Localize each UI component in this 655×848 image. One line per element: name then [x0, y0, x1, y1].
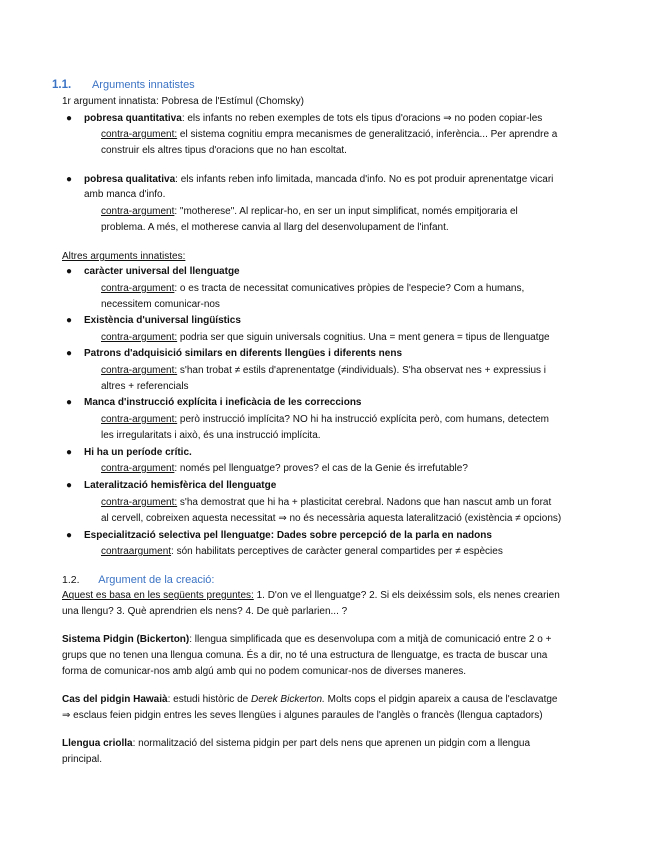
counter-text: s'ha demostrat que hi ha + plasticitat cerebral. Nadons que han nascut amb un forat — [177, 497, 552, 508]
counter-argument-line — [101, 546, 503, 558]
counter-argument-line: construir els altres tipus d'oracions que no han escoltat. — [101, 145, 347, 156]
questions-text: 1. D'on ve el llenguatge? 2. Si els deixéssim sols, els nenes crearien — [253, 590, 560, 601]
bullet-icon: ● — [66, 348, 73, 359]
section-number: 1.2. — [62, 574, 80, 586]
counter-text: : només pel llenguatge? proves? el cas de la Genie és irrefutable? — [174, 463, 468, 474]
bullet-icon: ● — [66, 530, 73, 541]
paragraph-qualitativa — [84, 174, 553, 186]
counter-argument-line — [101, 497, 551, 509]
paragraph-line: ⇒ esclaus feien pidgin entres les seves llengües i algunes paraules de l'anglès o francès (llengua captadors) — [62, 710, 543, 721]
subheading-altres: Altres arguments innatistes: — [62, 251, 186, 262]
counter-text: el sistema cognitiu empra mecanismes de generalització, inferència... Per aprendre a — [177, 129, 558, 140]
bold-term: Cas del pidgin Hawaià — [62, 694, 168, 705]
hawaii-paragraph — [62, 694, 558, 706]
questions-line — [62, 590, 560, 602]
section-title: Argument de la creació: — [98, 574, 215, 586]
bold-term: Sistema Pidgin (Bickerton) — [62, 634, 190, 645]
questions-line: una llengu? 3. Què aprendrien els nens? 4. De què parlarien... ? — [62, 606, 348, 617]
bullet-icon: ● — [66, 174, 73, 185]
counter-argument-line — [101, 129, 557, 141]
argument-title: Hi ha un període crític. — [84, 447, 192, 458]
paragraph-line: forma de comunicar-nos amb algú amb qui no podem comunicar-nos de diverses maneres. — [62, 666, 467, 677]
counter-argument-line: al cervell, cobreixen aquesta necessitat ⇒ no és necessària aquesta lateralització (existència ≠ opcions) — [101, 513, 562, 524]
counter-argument-line — [101, 414, 549, 426]
counter-label: contra-argument: — [101, 332, 178, 343]
first-argument-line: 1r argument innatista: Pobresa de l'Estímul (Chomsky) — [62, 96, 305, 107]
paragraph-text: : els infants no reben exemples de tots els tipus d'oracions ⇒ no poden copiar-les — [181, 113, 543, 124]
paragraph-text: : els infants reben info limitada, mancada d'info. No es pot produir aprenentatge vicari — [175, 174, 554, 185]
section-title: Arguments innatistes — [91, 79, 195, 91]
bullet-icon: ● — [66, 480, 73, 491]
argument-title: Manca d'instrucció explícita i ineficàcia de les correccions — [84, 397, 362, 408]
counter-label: contra-argument — [101, 283, 175, 294]
section-heading-1-1 — [52, 79, 195, 92]
bold-term: Llengua criolla — [62, 738, 133, 749]
counter-argument-line — [101, 365, 546, 377]
bullet-icon: ● — [66, 113, 73, 124]
questions-label: Aquest es basa en les següents preguntes: — [62, 590, 254, 601]
bold-term: pobresa qualitativa — [84, 174, 176, 185]
counter-argument-line — [101, 283, 524, 295]
pidgin-paragraph — [62, 634, 551, 646]
argument-title: Existència d'universal lingüístics — [84, 315, 241, 326]
bullet-icon: ● — [66, 315, 73, 326]
counter-argument-line: altres + referencials — [101, 381, 189, 392]
argument-title: Especialització selectiva pel llenguatge: Dades sobre percepció de la parla en nadons — [84, 530, 492, 541]
section-heading-1-2 — [62, 574, 214, 587]
counter-label: contra-argument — [101, 206, 175, 217]
italic-author: Derek Bickerton. — [250, 694, 325, 705]
bullet-icon: ● — [66, 397, 73, 408]
counter-argument-line: problema. A més, el motherese canvia al llarg del desenvolupament de l'infant. — [101, 222, 449, 233]
bold-term: pobresa quantitativa — [84, 113, 182, 124]
paragraph-quantitativa — [84, 113, 542, 125]
counter-text: : o es tracta de necessitat comunicatives pròpies de l'especie? Com a humans, — [174, 283, 525, 294]
counter-text: : són habilitats perceptives de caràcter general compartides per ≠ espècies — [171, 546, 503, 557]
bullet-icon: ● — [66, 447, 73, 458]
counter-argument-line — [101, 332, 550, 344]
counter-text: podria ser que siguin universals cognitius. Una = ment genera = tipus de llenguatge — [177, 332, 550, 343]
argument-title: Lateralització hemisfèrica del llenguatge — [84, 480, 277, 491]
counter-text: : "motherese". Al replicar-ho, en ser un input simplificat, només empitjoraria el — [174, 206, 518, 217]
paragraph-text: : normalització del sistema pidgin per part dels nens que aprenen un pidgin com a llengua — [132, 738, 531, 749]
argument-title: Patrons d'adquisició similars en diferents llengües i diferents nens — [84, 348, 403, 359]
counter-argument-line — [101, 206, 518, 218]
section-number: 1.1. — [52, 79, 72, 91]
argument-title: caràcter universal del llenguatge — [84, 266, 240, 277]
counter-argument-line — [101, 463, 468, 475]
paragraph-line: amb manca d'info. — [84, 189, 166, 200]
paragraph-line: grups que no tenen una llengua comuna. És a dir, no té una estructura de llenguatge, es tracta de buscar una — [62, 650, 548, 661]
counter-label: contraargument — [101, 546, 172, 557]
counter-label: contra-argument — [101, 463, 175, 474]
counter-label: contra-argument: — [101, 497, 178, 508]
counter-text: però instrucció implícita? NO hi ha instrucció explícita però, com humans, detectem — [177, 414, 549, 425]
counter-argument-line: necessitem comunicar-nos — [101, 299, 220, 310]
paragraph-text: Molts cops el pidgin apareix a causa de l'esclavatge — [324, 694, 558, 705]
counter-label: contra-argument: — [101, 414, 178, 425]
paragraph-text: : estudi històric de — [167, 694, 251, 705]
counter-argument-line: les irregularitats i això, és una instrucció implícita. — [101, 430, 321, 441]
bullet-icon: ● — [66, 266, 73, 277]
paragraph-line: principal. — [62, 754, 103, 765]
counter-text: s'han trobat ≠ estils d'aprenentatge (≠individuals). S'ha observat nes + expressius i — [177, 365, 547, 376]
criolla-paragraph — [62, 738, 530, 750]
counter-label: contra-argument: — [101, 365, 178, 376]
paragraph-text: : llengua simplificada que es desenvolupa com a mitjà de comunicació entre 2 o + — [189, 634, 552, 645]
counter-label: contra-argument: — [101, 129, 178, 140]
